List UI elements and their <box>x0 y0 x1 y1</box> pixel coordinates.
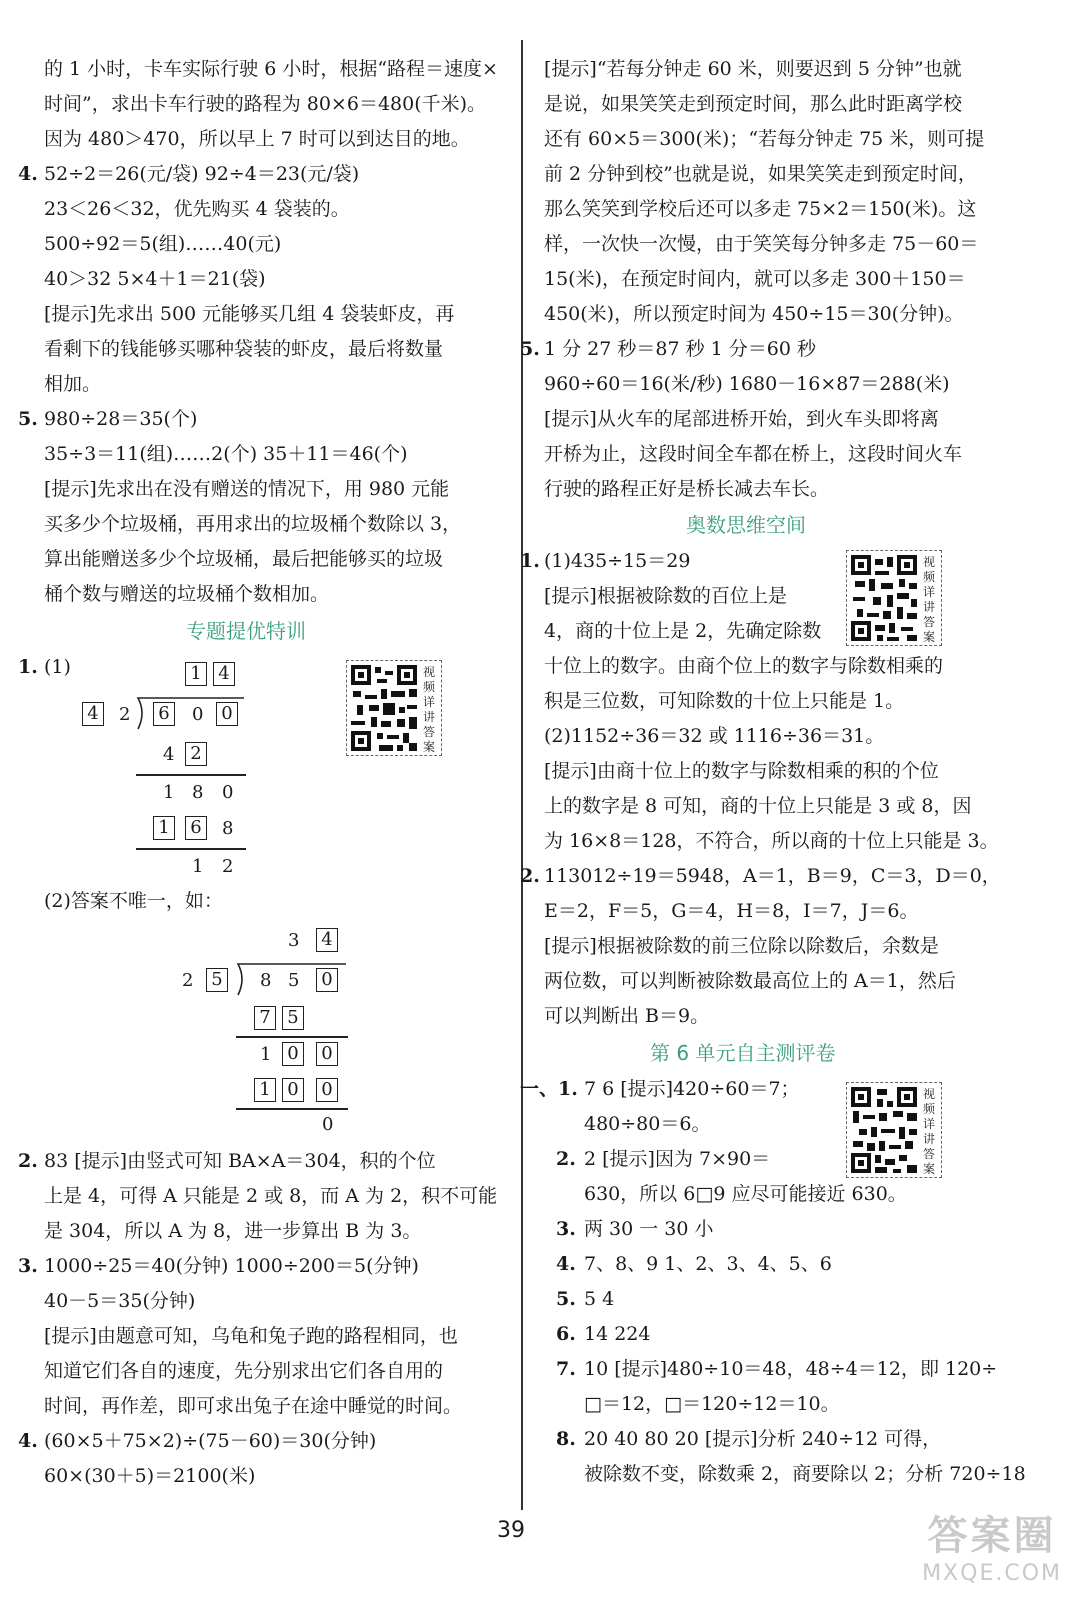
question-number: 3. <box>18 1255 38 1277</box>
text-line: 时间”，求出卡车行驶的路程为 80×6＝480(千米)。 <box>44 93 487 115</box>
digit-box: 4 <box>82 702 104 726</box>
hint-line: 15(米)，在预定时间内，就可以多走 300＋150＝ <box>544 268 966 290</box>
watermark <box>922 1504 1062 1586</box>
digit: 0 <box>322 1114 334 1135</box>
watermark-logo-text: 答案圈 <box>927 1513 1057 1559</box>
question-number: 1. <box>18 656 38 678</box>
section-title: 专题提优特训 <box>186 619 306 643</box>
hint-line: [提示]根据被除数的前三位除以除数后，余数是 <box>544 935 939 957</box>
hint-line: 知道它们各自的速度，先分别求出它们各自用的 <box>44 1360 444 1382</box>
text-line: 35÷3＝11(组)……2(个) 35＋11＝46(个) <box>44 443 408 465</box>
hint-line: [提示]由题意可知，乌龟和兔子跑的路程相同，也 <box>44 1325 458 1347</box>
sub-label: (1) <box>44 656 71 678</box>
digit: 1 <box>260 1044 272 1065</box>
page-number: 39 <box>497 1518 525 1543</box>
question-number: 3. <box>556 1218 576 1240</box>
text-line: 因为 480＞470，所以早上 7 时可以到达目的地。 <box>44 128 470 150</box>
qr-caption: 视频详讲答案 <box>923 555 936 644</box>
hint-line: 买多少个垃圾桶，再用求出的垃圾桶个数除以 3， <box>44 513 462 535</box>
text-line: 14 224 <box>584 1323 651 1345</box>
question-number: 4. <box>556 1253 576 1275</box>
digit-box: 7 <box>254 1006 276 1030</box>
hint-line: 算出能赠送多少个垃圾桶，最后把能够买的垃圾 <box>44 548 444 570</box>
digit-box: 5 <box>282 1006 304 1030</box>
question-number: 7. <box>556 1358 576 1380</box>
hint-line: 十位上的数字。由商个位上的数字与除数相乘的 <box>544 655 944 677</box>
text-line: 7、8、9 1、2、3、4、5、6 <box>584 1253 832 1275</box>
digit-box: 5 <box>206 968 228 992</box>
section-title: 奥数思维空间 <box>686 513 806 537</box>
text-line: 2 [提示]因为 7×90＝ <box>584 1148 771 1170</box>
digit-box: 1 <box>185 662 207 686</box>
digit-box: 4 <box>316 928 338 952</box>
text-line: 是 304，所以 A 为 8，进一步算出 B 为 3。 <box>44 1220 422 1242</box>
hint-line: 是说，如果笑笑走到预定时间，那么此时距离学校 <box>544 93 963 115</box>
sub-label: (2)答案不唯一，如： <box>44 890 223 912</box>
hint-line: 开桥为止，这段时间全车都在桥上，这段时间火车 <box>544 443 963 465</box>
digit: 1 <box>163 782 175 803</box>
text-line: (2)1152÷36＝32 或 1116÷36＝31。 <box>544 725 885 747</box>
text-line: 40－5＝35(分钟) <box>44 1290 196 1312</box>
qr-caption: 视频详讲答案 <box>423 665 436 754</box>
hint-line: 相加。 <box>44 373 102 395</box>
text-line: 40＞32 5×4＋1＝21(袋) <box>44 268 266 290</box>
question-number: 6. <box>556 1323 576 1345</box>
digit: 1 <box>192 856 204 877</box>
text-line: 980÷28＝35(个) <box>44 408 198 430</box>
hint-line: [提示]“若每分钟走 60 米，则要迟到 5 分钟”也就 <box>544 58 962 80</box>
text-line: 7 6 [提示]420÷60＝7； <box>584 1078 800 1100</box>
text-line: E＝2，F＝5，G＝4，H＝8，I＝7，J＝6。 <box>544 900 919 922</box>
digit: 8 <box>260 970 272 991</box>
text-line: 630，所以 6□9 应尽可能接近 630。 <box>584 1183 907 1205</box>
hint-line: 积是三位数，可知除数的十位上只能是 1。 <box>544 690 905 712</box>
digit: 2 <box>119 704 131 725</box>
hint-line: [提示]先求出 500 元能够买几组 4 袋装虾皮，再 <box>44 303 455 325</box>
digit: 4 <box>163 744 175 765</box>
qr-code-icon <box>351 665 417 751</box>
digit-box: 6 <box>153 702 175 726</box>
qr-caption: 视频详讲答案 <box>923 1087 936 1176</box>
hint-line: 4，商的十位上是 2，先确定除数 <box>544 620 822 642</box>
digit: 5 <box>288 970 300 991</box>
digit: 2 <box>182 970 194 991</box>
text-line: 5 4 <box>584 1288 615 1310</box>
hint-line: 样，一次快一次慢，由于笑笑每分钟多走 75－60＝ <box>544 233 979 255</box>
question-number: 2. <box>520 865 540 887</box>
hint-line: 行驶的路程正好是桥长减去车长。 <box>544 478 830 500</box>
text-line: 1 分 27 秒＝87 秒 1 分＝60 秒 <box>544 338 816 360</box>
text-line: (60×5＋75×2)÷(75－60)＝30(分钟) <box>44 1430 377 1452</box>
column-divider <box>521 40 523 1510</box>
hint-line: 桶个数与赠送的垃圾桶个数相加。 <box>44 583 330 605</box>
text-line: 52÷2＝26(元/袋) 92÷4＝23(元/袋) <box>44 163 360 185</box>
text-line: 113012÷19＝5948，A＝1，B＝9，C＝3，D＝0， <box>544 865 1001 887</box>
digit-box: 2 <box>185 742 207 766</box>
hint-line: [提示]从火车的尾部进桥开始，到火车头即将离 <box>544 408 939 430</box>
question-number: 4. <box>18 163 38 185</box>
section-title: 第 6 单元自主测评卷 <box>650 1041 836 1065</box>
text-line: 60×(30＋5)＝2100(米) <box>44 1465 256 1487</box>
digit: 0 <box>192 704 204 725</box>
question-number: 5. <box>18 408 38 430</box>
text-line: 两 30 一 30 小 <box>584 1218 714 1240</box>
text-line: 被除数不变，除数乘 2，商要除以 2；分析 720÷18 <box>584 1463 1026 1485</box>
hint-line: 上的数字是 8 可知，商的十位上只能是 3 或 8，因 <box>544 795 972 817</box>
text-line: 23＜26＜32，优先购买 4 袋装的。 <box>44 198 350 220</box>
digit-box: 6 <box>185 816 207 840</box>
hint-line: 450(米)，所以预定时间为 450÷15＝30(分钟)。 <box>544 303 964 325</box>
hint-line: 为 16×8＝128，不符合，所以商的十位上只能是 3。 <box>544 830 999 852</box>
text-line: 960÷60＝16(米/秒) 1680－16×87＝288(米) <box>544 373 950 395</box>
text-line: 20 40 80 20 [提示]分析 240÷12 可得， <box>584 1428 942 1450</box>
digit: 8 <box>192 782 204 803</box>
hint-line: [提示]先求出在没有赠送的情况下，用 980 元能 <box>44 478 450 500</box>
hint-line: 前 2 分钟到校”也就是说，如果笑笑走到预定时间， <box>544 163 977 185</box>
question-number: 4. <box>18 1430 38 1452</box>
hint-line: 两位数，可以判断被除数最高位上的 A＝1，然后 <box>544 970 956 992</box>
text-line: 83 [提示]由竖式可知 BA×A＝304，积的个位 <box>44 1150 436 1172</box>
text-line: 500÷92＝5(组)……40(元) <box>44 233 282 255</box>
rule-line <box>236 1036 348 1038</box>
digit-box: 0 <box>282 1042 304 1066</box>
digit-box: 4 <box>213 662 235 686</box>
digit-box: 1 <box>254 1078 276 1102</box>
hint-line: [提示]根据被除数的百位上是 <box>544 585 787 607</box>
rule-line <box>236 1108 348 1110</box>
watermark-url: MXQE.COM <box>922 1561 1062 1586</box>
hint-line: 可以判断出 B＝9。 <box>544 1005 710 1027</box>
digit: 3 <box>288 930 300 951</box>
text-line: 10 [提示]480÷10＝48，48÷4＝12，即 120÷ <box>584 1358 998 1380</box>
question-number: 2. <box>556 1148 576 1170</box>
question-number: 1. <box>520 550 540 572</box>
question-number: 2. <box>18 1150 38 1172</box>
question-number: 5. <box>520 338 540 360</box>
qr-code-icon <box>851 1087 917 1173</box>
text-line: 1000÷25＝40(分钟) 1000÷200＝5(分钟) <box>44 1255 419 1277</box>
hint-line: 看剩下的钱能够买哪种袋装的虾皮，最后将数量 <box>44 338 444 360</box>
rule-line <box>136 774 246 776</box>
qr-code[interactable] <box>346 660 442 756</box>
digit-box: 0 <box>316 1078 338 1102</box>
qr-code[interactable] <box>846 1082 942 1178</box>
question-number: 8. <box>556 1428 576 1450</box>
digit: 2 <box>222 856 234 877</box>
hint-line: 那么笑笑到学校后还可以多走 75×2＝150(米)。这 <box>544 198 977 220</box>
rule-line <box>136 848 246 850</box>
hint-line: [提示]由商十位上的数字与除数相乘的积的个位 <box>544 760 939 782</box>
hint-line: 时间，再作差，即可求出兔子在途中睡觉的时间。 <box>44 1395 463 1417</box>
qr-code[interactable] <box>846 550 942 646</box>
text-line: 的 1 小时，卡车实际行驶 6 小时，根据“路程＝速度× <box>44 58 498 80</box>
text-line: 480÷80＝6。 <box>584 1113 711 1135</box>
text-line: □＝12，□＝120÷12＝10。 <box>584 1393 840 1415</box>
digit-box: 1 <box>153 816 175 840</box>
text-line: (1)435÷15＝29 <box>544 550 691 572</box>
digit-box: 0 <box>316 1042 338 1066</box>
text-line: 上是 4，可得 A 只能是 2 或 8，而 A 为 2，积不可能 <box>44 1185 498 1207</box>
hint-line: 还有 60×5＝300(米)；“若每分钟走 75 米，则可提 <box>544 128 985 150</box>
digit: 0 <box>222 782 234 803</box>
digit-box: 0 <box>316 968 338 992</box>
digit-box: 0 <box>282 1078 304 1102</box>
digit: 8 <box>222 818 234 839</box>
qr-code-icon <box>851 555 917 641</box>
question-number: 5. <box>556 1288 576 1310</box>
question-number: 一、1. <box>520 1078 578 1100</box>
digit-box: 0 <box>216 702 238 726</box>
